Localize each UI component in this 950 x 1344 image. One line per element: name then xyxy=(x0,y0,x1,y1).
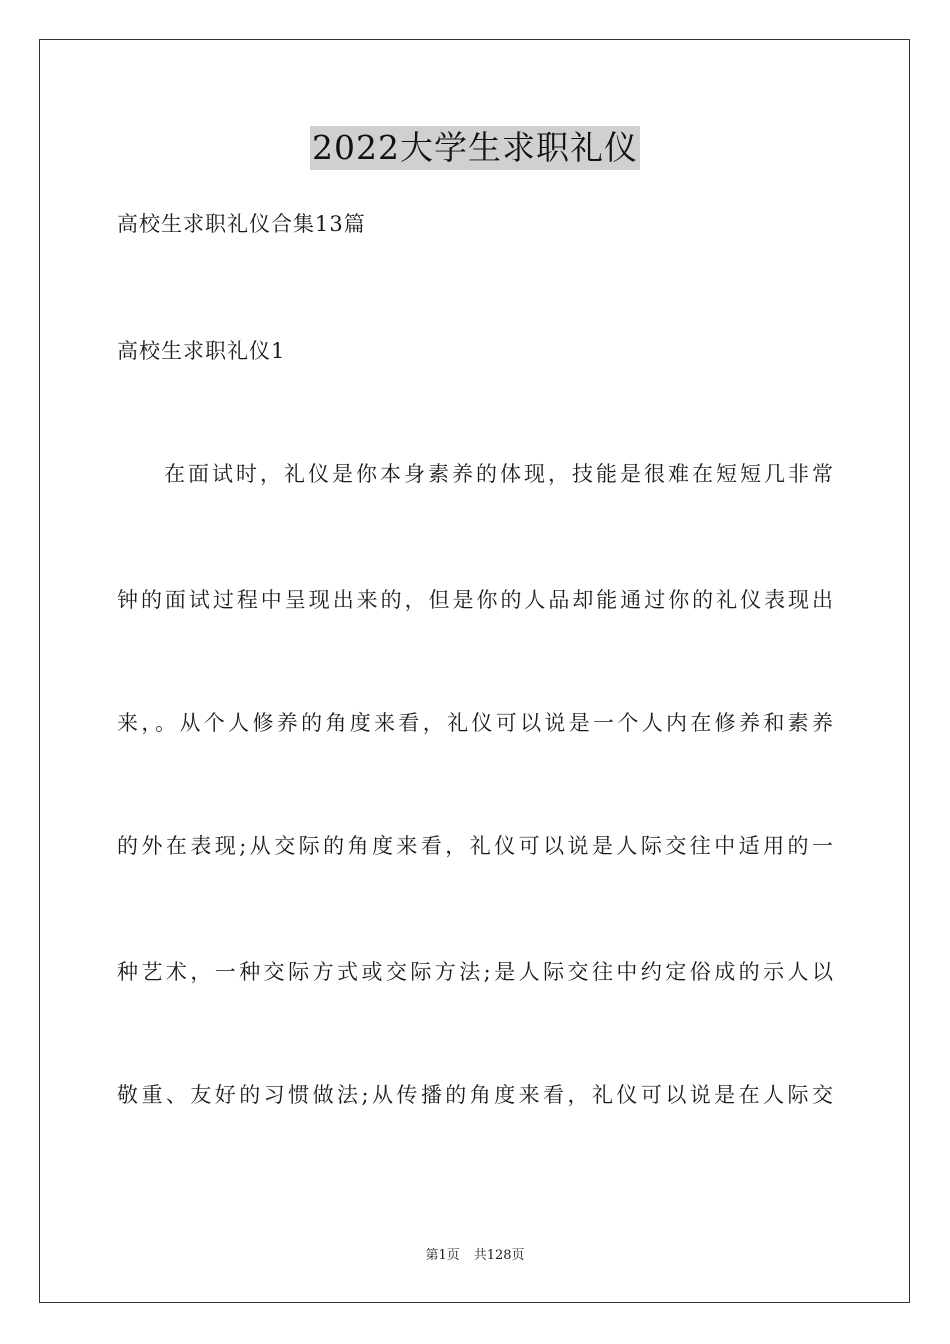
title-container xyxy=(0,126,950,170)
document-title: 2022大学生求职礼仪 xyxy=(310,126,640,170)
paragraph-line: 的外在表现;从交际的角度来看，礼仪可以说是人际交往中适用的一 xyxy=(117,834,833,858)
page-total: 共128页 xyxy=(473,1248,525,1263)
page-number: 第1页 xyxy=(425,1248,460,1263)
page-footer xyxy=(0,1247,950,1265)
paragraph-line: 敬重、友好的习惯做法;从传播的角度来看，礼仪可以说是在人际交 xyxy=(117,1083,833,1107)
document-subtitle: 高校生求职礼仪合集13篇 xyxy=(117,212,366,236)
paragraph-line: 种艺术，一种交际方式或交际方法;是人际交往中约定俗成的示人以 xyxy=(117,960,833,984)
paragraph-line: 钟的面试过程中呈现出来的，但是你的人品却能通过你的礼仪表现出 xyxy=(117,588,833,612)
paragraph-line: 来，。从个人修养的角度来看，礼仪可以说是一个人内在修养和素养 xyxy=(117,711,833,735)
paragraph-line: 在面试时，礼仪是你本身素养的体现，技能是很难在短短几非常 xyxy=(164,462,833,486)
section-heading: 高校生求职礼仪1 xyxy=(117,339,286,363)
